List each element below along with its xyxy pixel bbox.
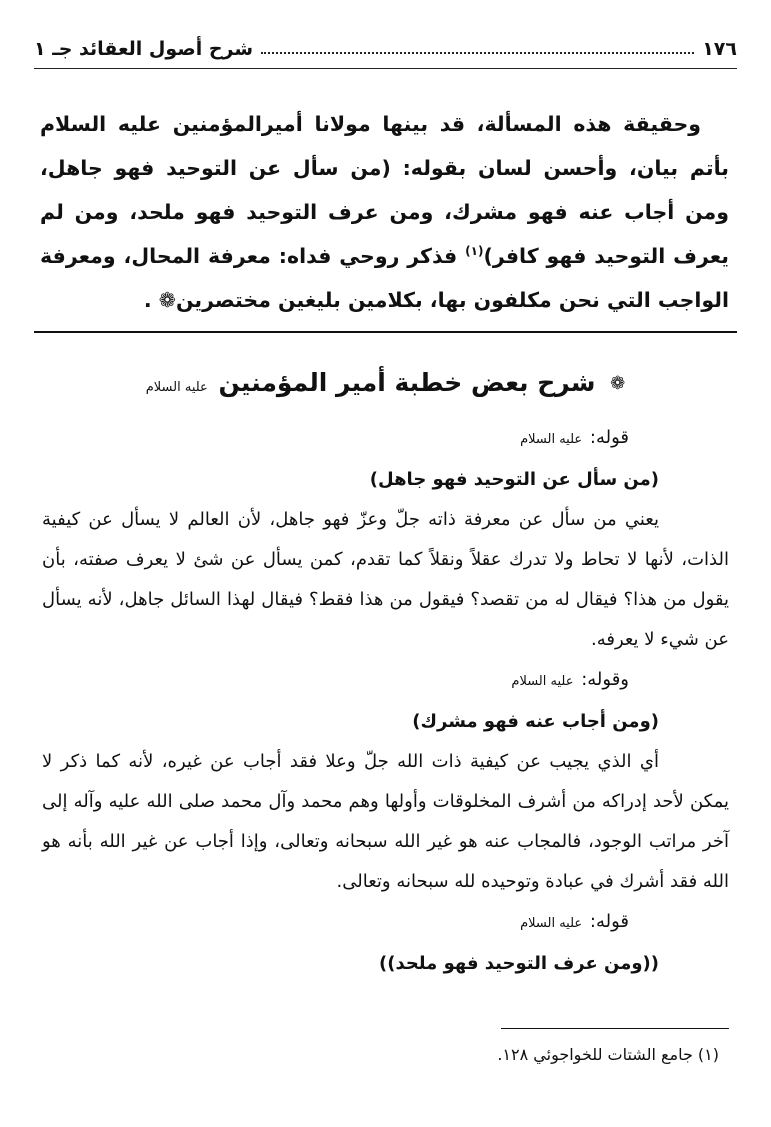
quote-intro-1: قوله: عليه السلام xyxy=(520,427,629,448)
intro-text-end: فذكر روحي فداه: معرفة المحال، ومعرفة الواجب التي نحن مكلفون بها، بكلامين بليغين مختصرين xyxy=(40,244,729,312)
intro-end-mark: ❁ . xyxy=(143,288,176,312)
page-number: ١٧٦ xyxy=(702,38,737,60)
quote-1: (من سأل عن التوحيد فهو جاهل) xyxy=(369,469,659,490)
honorific: عليه السلام xyxy=(511,674,574,689)
section-honorific: عليه السلام xyxy=(145,380,208,395)
intro-text: وحقيقة هذه المسألة، قد بينها مولانا أميرالمؤمنين عليه السلام بأتم بيان، وأحسن لسان بقوله: (من سأل عن التوحيد فهو جاهل، ومن أجاب عنه فهو مشرك، ومن عرف التوحيد فهو ملحد، ومن لم يعرف التوحيد فهو كافر) xyxy=(40,112,729,268)
intro-paragraph xyxy=(40,102,729,322)
leader-dots xyxy=(261,52,694,54)
running-header xyxy=(34,32,737,66)
commentary-paragraph-2: أي الذي يجيب عن كيفية ذات الله جلّ وعلا فقد أجاب عن غيره، لأنه كما ذكر لا يمكن لأحد إدراكه من أشرف المخلوقات وأولها وهم محمد وآل محمد صلى الله عليه وآله إلى آخر مراتب الوجود، فالمجاب عنه هو غير الله سبحانه وتعالى، وإذا أجاب عن غير الله بأنه هو الله فقد أشرك في عبادة وتوحيده لله سبحانه وتعالى. xyxy=(42,751,729,892)
section-heading xyxy=(34,363,737,403)
quote-intro-2: وقوله: عليه السلام xyxy=(511,669,629,690)
header-rule xyxy=(34,68,737,69)
quote-3: ((ومن عرف التوحيد فهو ملحد)) xyxy=(378,953,659,974)
quote-2: (ومن أجاب عنه فهو مشرك) xyxy=(412,711,659,732)
commentary-paragraph-1: يعني من سأل عن معرفة ذاته جلّ وعزّ فهو جاهل، لأن العالم لا يسأل عن كيفية الذات، لأنها لا تحاط ولا تدرك عقلاً ونقلاً كما تقدم، كمن يسأل عن شئ لا يعرف صفته، بأن يقول من هذا؟ فيقال له من تقصد؟ فيقول من هذا فقط؟ فيقال لهذا السائل جاهل، لأنه يسأل عن شيء لا يعرفه. xyxy=(42,509,729,650)
footnote-rule xyxy=(501,1028,729,1029)
flower-ornament-icon: ❁ xyxy=(610,373,626,394)
body-text xyxy=(42,418,729,984)
section-title-text: شرح بعض خطبة أمير المؤمنين xyxy=(218,368,596,397)
honorific: عليه السلام xyxy=(520,432,583,447)
honorific: عليه السلام xyxy=(520,916,583,931)
section-divider xyxy=(34,331,737,333)
running-title: شرح أصول العقائد جـ ١ xyxy=(34,38,254,60)
footnote-marker: (١) xyxy=(465,244,484,259)
footnote: (١) جامع الشتات للخواجوئي ١٢٨. xyxy=(497,1045,719,1064)
quote-intro-3: قوله: عليه السلام xyxy=(520,911,629,932)
